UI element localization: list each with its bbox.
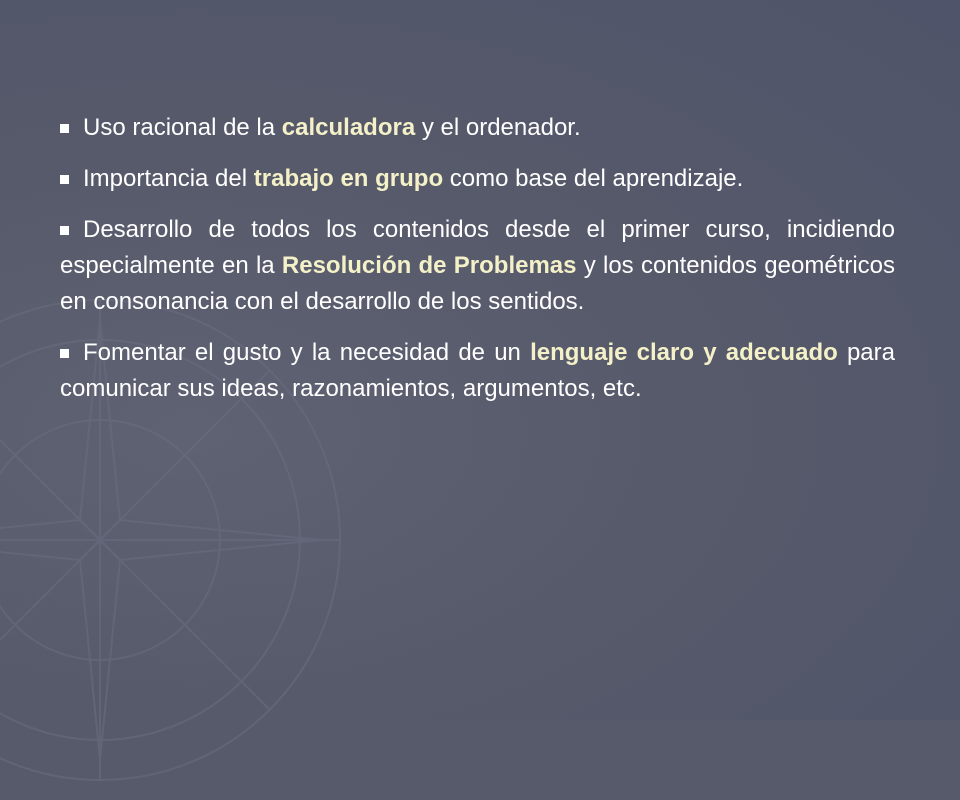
bullet-text: Importancia del [83,165,254,192]
bullet-list [60,110,895,422]
square-bullet-icon [60,124,69,133]
bullet-item [60,110,895,146]
square-bullet-icon [60,175,69,184]
bullet-item [60,212,895,320]
bullet-emphasis: calculadora [281,114,416,141]
square-bullet-icon [60,226,69,235]
bullet-text: Uso racional de la [83,114,282,141]
bullet-item [60,161,895,197]
bullet-emphasis: lenguaje claro y adecuado [530,339,838,366]
bullet-item [60,335,895,407]
bullet-text: y el ordenador. [415,114,581,141]
bullet-text: como base del aprendizaje. [443,165,744,192]
bullet-text: para comunicar sus ideas, razonamientos, argumentos, etc. [60,339,895,402]
bullet-emphasis: Resolución de Problemas [281,252,577,279]
bullet-emphasis: trabajo en grupo [253,165,444,192]
square-bullet-icon [60,349,69,358]
bullet-text: y los contenidos geométricos en consonancia con el desarrollo de los sentidos. [60,252,896,315]
bullet-text: Desarrollo de todos los contenidos desde el primer curso, incidiendo especialmente en la [60,216,895,279]
bullet-text: Fomentar el gusto y la necesidad de un [83,339,531,366]
